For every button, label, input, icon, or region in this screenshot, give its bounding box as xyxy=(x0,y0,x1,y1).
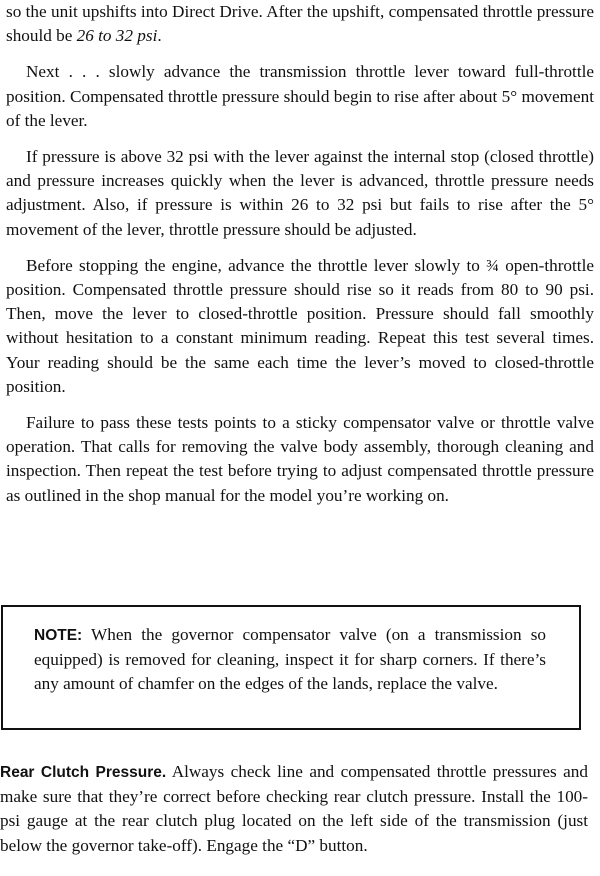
pressure-range: 26 to 32 psi xyxy=(76,26,158,46)
rear-clutch-section xyxy=(0,760,588,858)
paragraph-rear-clutch xyxy=(0,760,588,858)
note-text: When the governor compensator valve (on a transmission so equipped) is removed for cleaning, inspect it for sharp corners. If there’s any amount of chamfer on the edges of the lands, replace the valve. xyxy=(34,625,546,694)
rear-clutch-text: Always check line and compensated throttle pressures and make sure that they’re correct before checking rear clutch pressure. Install the 100-psi gauge at the rear clutch plug located on the left side of the transmission (just below the governor take-off). Engage the “D” button. xyxy=(0,762,588,855)
note-box xyxy=(1,605,581,730)
paragraph-advance-lever: Next . . . slowly advance the transmission throttle lever toward full-throttle position. Compensated throttle pressure should begin to rise after about 5° movement of the lever. xyxy=(6,62,594,130)
paragraph-upshift xyxy=(6,0,594,48)
note-paragraph xyxy=(34,623,546,697)
document-page xyxy=(6,0,594,508)
paragraph-adjustment: If pressure is above 32 psi with the lever against the internal stop (closed throttle) and pressure increases quickly when the lever is advanced, throttle pressure needs adjustment. Also, if pressure is within 26 to 32 psi but fails to rise after the 5° movement of the lever, throttle pressure should be adjusted. xyxy=(6,147,594,239)
upshift-period: . xyxy=(157,26,162,46)
upshift-text: so the unit upshifts into Direct Drive. After the upshift, compensated throttle pressure should be xyxy=(6,2,594,46)
paragraph-stopping-engine: Before stopping the engine, advance the throttle lever slowly to ¾ open-throttle position. Compensated throttle pressure should rise so it reads from 80 to 90 psi. Then, move the lever to closed-throttle position. Pressure should fall smoothly without hesitation to a constant minimum reading. Repeat this test several times. Your reading should be the same each time the lever’s moved to closed-throttle position. xyxy=(6,255,594,396)
note-label: NOTE: xyxy=(34,627,83,644)
paragraph-failure: Failure to pass these tests points to a sticky compensator valve or throttle valve operation. That calls for removing the valve body assembly, thorough cleaning and inspection. Then repeat the test before trying to adjust compensated throttle pressure as outlined in the shop manual for the model you’re working on. xyxy=(6,413,594,505)
rear-clutch-heading: Rear Clutch Pressure. xyxy=(0,764,167,781)
